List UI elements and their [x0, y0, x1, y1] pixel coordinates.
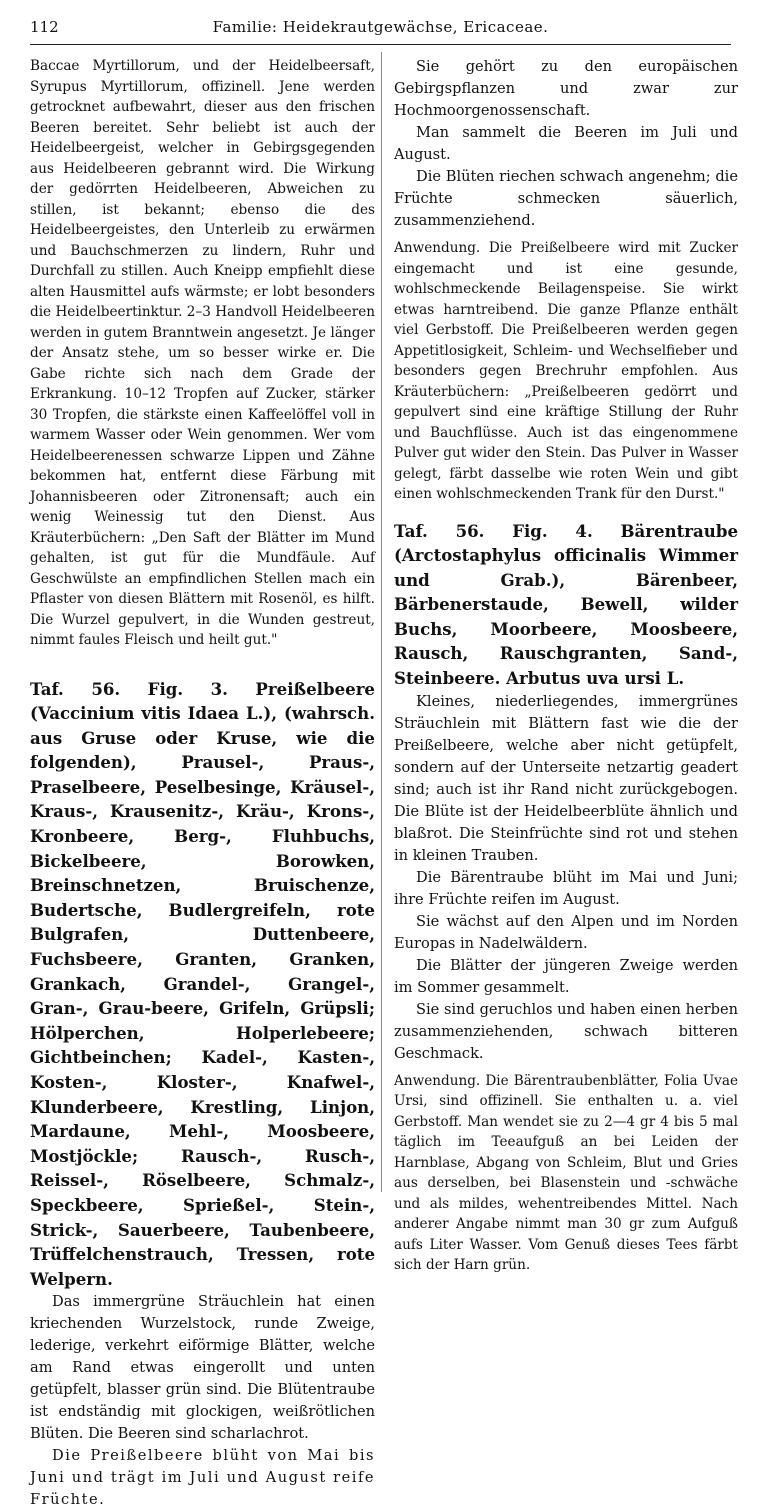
entry-baerentraube-heading: Taf. 56. Fig. 4. Bärentraube (Arctostaphylus officinalis Wimmer und Grab.), Bärenbeer, Bärbenerstaude, Bewell, wilder Buchs, Moorbeere, Moosbeere, Rausch, Rauschgranten, Sand-, Steinbeere. Arbutus uva ursi L. [394, 520, 738, 689]
paragraph-harvest: Man sammelt die Beeren im Juli und August. [394, 124, 738, 163]
paragraph-baerentraube-habitat: Sie wächst auf den Alpen und im Norden Europas in Nadelwäldern. [394, 912, 738, 952]
paragraph-anwendung-preisselbeere: Anwendung. Die Preißelbeere wird mit Zucker eingemacht und ist eine gesunde, wohlschmeckende Beilagenspeise. Sie wirkt etwas harntreibend. Die ganze Pflanze enthält viel Gerbstoff. Die Preißelbeeren werden gegen Appetitlosigkeit, Schleim- und Wechselfieber und besonders gegen Brechruhr empfohlen. Aus Kräuterbüchern: „Preißelbeeren gedörrt und gepulvert sind eine kräftige Stillung der Ruhr und Bauchflüsse. Auch ist das eingenommene Pulver gut wider den Stein. Das Pulver in Wasser gelegt, färbt dasselbe wie roten Wein und gibt einen wohlschmeckenden Trank für den Durst." [394, 240, 738, 502]
paragraph-baerentraube-description: Kleines, niederliegendes, immergrünes Sträuchlein mit Blättern fast wie die der Preißelbeere, welche aber nicht getüpfelt, sondern auf der Unterseite netzartig geadert sind; auch ist ihr Rand nicht zurückgebogen. Die Blüte ist der Heidelbeerblüte ähnlich und blaßrot. Die Steinfrüchte sind rot und stehen in kleinen Trauben. [394, 692, 738, 864]
column-divider [381, 52, 382, 1192]
header-rule [30, 44, 731, 45]
right-column [394, 56, 738, 1276]
page-header [30, 18, 731, 40]
paragraph-baerentraube-harvest: Die Blätter der jüngeren Zweige werden im Sommer gesammelt. [394, 956, 738, 996]
paragraph-heidelbeer-continuation: Baccae Myrtillorum, und der Heidelbeersaft, Syrupus Myrtillorum, offizinell. Jene werden getrocknet aufbewahrt, dieser aus den frischen Beeren bereitet. Sehr beliebt ist auch der Heidelbeergeist, welcher in Gebirgsgegenden aus Heidelbeeren gebrannt wird. Die Wirkung der gedörrten Heidelbeeren, Abweichen zu stillen, ist bekannt; ebenso die des Heidelbeergeistes, den Unterleib zu erwärmen und Bauchschmerzen zu lindern, Ruhr und Durchfall zu stillen. Auch Kneipp empfiehlt diese alten Hausmittel aufs wärmste; er lobt besonders die Heidelbeertinktur. 2–3 Handvoll Heidelbeeren werden in gutem Branntwein angesetzt. Je länger der Ansatz stehe, um so besser wirke er. Die Gabe richte sich nach dem Grade der Erkrankung. 10–12 Tropfen auf Zucker, stärker 30 Tropfen, die stärkste einen Kaffeelöffel voll in warmem Wasser oder Wein genommen. Wer vom Heidelbeerenessen schwarze Lippen und Zähne bekommen hat, entfernt diese Färbung mit Johannisbeeren oder Zitronensaft; auch ein wenig Weinessig tut den Dienst. Aus Kräuterbüchern: „Den Saft der Blätter im Mund gehalten, ist gut für die Mundfäule. Auf Geschwülste an empfindlichen Stellen mach ein Pflaster von diesen Blättern mit Rosenöl, es hilft. Die Wurzel gepulvert, in die Wunden gestreut, nimmt faules Fleisch und heilt gut." [30, 58, 375, 648]
paragraph-flowering: Die Preißelbeere blüht von Mai bis Juni und trägt im Juli und August reife Früchte. [30, 1447, 375, 1509]
entry-preisselbeere-heading: Taf. 56. Fig. 3. Preißelbeere (Vaccinium vitis Idaea L.), (wahrsch. aus Gruse oder Kruse, wie die folgenden), Prausel-, Praus-, Praselbeere, Peselbesinge, Kräusel-, Kraus-, Krausenitz-, Kräu-, Krons-, Kronbeere, Berg-, Fluhbuchs, Bickelbeere, Borowken, Breinschnetzen, Bruischenze, Budertsche, Budlergreifeln, rote Bulgrafen, Duttenbeere, Fuchsbeere, Granten, Granken, Grankach, Grandel-, Grangel-, Gran-, Grau-beere, Grifeln, Grüpsli; Hölperchen, Holperlebeere; Gichtbeinchen; Kadel-, Kasten-, Kosten-, Kloster-, Knafwel-, Klunderbeere, Krestling, Linjon, Mardaune, Mehl-, Moosbeere, Mostjöckle; Rausch-, Rusch-, Reissel-, Röselbeere, Schmalz-, Speckbeere, Sprießel-, Stein-, Strick-, Sauerbeere, Taubenbeere, Trüffelchenstrauch, Tressen, rote Welpern. [30, 678, 375, 1289]
paragraph-anwendung-baerentraube: Anwendung. Die Bärentraubenblätter, Folia Uvae Ursi, sind offizinell. Sie enthalten u. a. viel Gerbstoff. Man wendet sie zu 2—4 gr 4 bis 5 mal täglich im Teeaufguß an bei Leiden der Harnblase, Abgang von Schleim, Blut und Gries aus derselben, bei Blasenstein und -schwäche und als mildes, wehentreibendes Mittel. Nach anderer Angabe nimmt man 30 gr zum Aufguß aufs Liter Wasser. Vom Genuß dieses Tees färbt sich der Harn grün. [394, 1072, 738, 1274]
paragraph-baerentraube-flowering: Die Bärentraube blüht im Mai und Juni; ihre Früchte reifen im August. [394, 868, 738, 908]
running-title: Familie: Heidekrautgewächse, Ericaceae. [212, 18, 549, 36]
paragraph-baerentraube-taste: Sie sind geruchlos und haben einen herben zusammenziehenden, schwach bitteren Geschmack. [394, 1000, 738, 1062]
paragraph-description: Das immergrüne Sträuchlein hat einen kriechenden Wurzelstock, runde Zweige, lederige, verkehrt eiförmige Blätter, welche am Rand etwas eingerollt und unten getüpfelt, blasser grün sind. Die Blütentraube ist endständig mit glockigen, weißrötlichen Blüten. Die Beeren sind scharlachrot. [30, 1293, 375, 1443]
left-column [30, 56, 375, 1511]
page-number: 112 [30, 18, 59, 36]
paragraph-habitat: Sie gehört zu den europäischen Gebirgspflanzen und zwar zur Hochmoorgenossenschaft. [394, 58, 738, 119]
paragraph-smell-taste: Die Blüten riechen schwach angenehm; die Früchte schmecken säuerlich, zusammenziehend. [394, 168, 738, 229]
